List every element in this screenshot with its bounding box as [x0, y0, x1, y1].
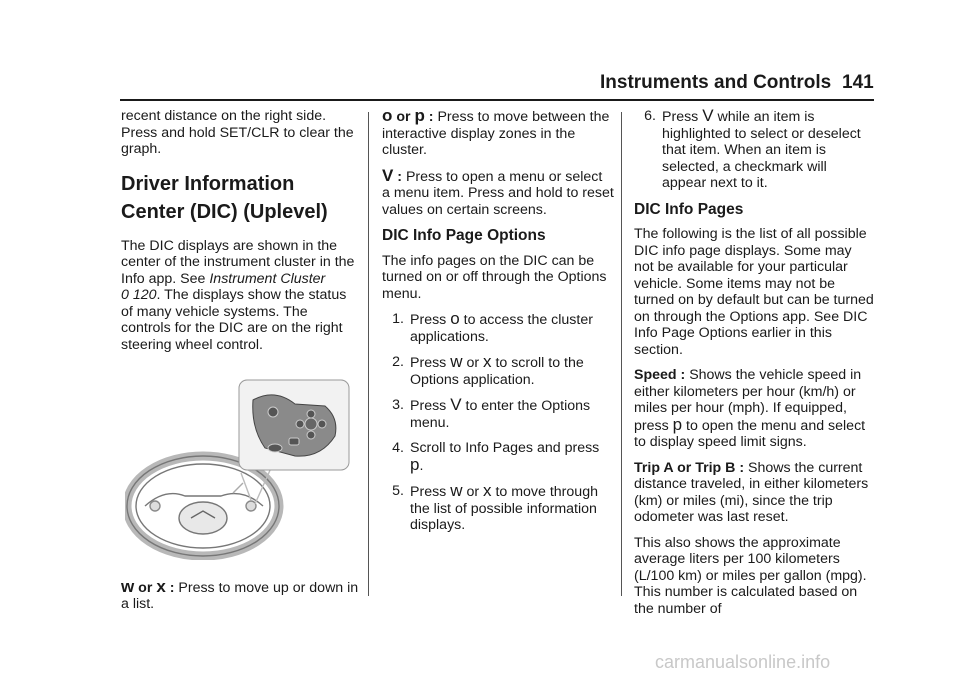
step-number: 4. — [392, 440, 404, 456]
down-arrow-icon: x — [156, 576, 166, 596]
column-2 — [382, 108, 614, 543]
term-label: Trip A or Trip B : — [634, 459, 749, 476]
text: or — [462, 355, 483, 371]
step-item — [382, 397, 614, 431]
text: to enter the Options menu. — [410, 398, 591, 431]
down-arrow-icon: x — [483, 481, 492, 500]
text: Press to move between the interactive display zones in the cluster. — [382, 109, 610, 158]
column-1 — [121, 108, 361, 622]
text: to open the menu and select to display speed limit signs. — [634, 417, 866, 450]
step-number: 2. — [392, 354, 404, 370]
intro-paragraph: recent distance on the right side. Press and hold SET/CLR to clear the graph. — [121, 108, 354, 157]
left-arrow-icon: o — [450, 309, 460, 328]
text: The DIC displays are shown in the center of the instrument cluster in the Info app. See — [121, 237, 355, 287]
up-arrow-icon: w — [121, 576, 135, 596]
checkmark-icon: V — [382, 165, 394, 185]
right-arrow-icon: p — [414, 106, 425, 125]
text: Shows the current distance traveled, in either kilometers (km) or miles (mi), since the trip odometer was last reset. — [634, 459, 869, 525]
text: or — [392, 109, 415, 125]
text: to scroll to the Options application. — [410, 355, 584, 388]
text: : — [424, 109, 438, 125]
checkmark-icon: V — [450, 395, 462, 414]
step-number: 5. — [392, 483, 404, 499]
options-intro: The info pages on the DIC can be turned on or off through the Options menu. — [382, 252, 607, 302]
step-number: 1. — [392, 311, 404, 327]
column-divider-2 — [621, 112, 622, 596]
column-divider-1 — [368, 112, 369, 596]
step-number: 6. — [644, 108, 656, 124]
up-arrow-icon: w — [450, 352, 463, 371]
subsection-heading: DIC Info Page Options — [382, 227, 546, 244]
dic-description — [121, 238, 361, 354]
speed-description — [634, 367, 874, 451]
header-rule — [120, 99, 874, 101]
steering-wheel-illustration — [125, 378, 353, 560]
trip-description — [634, 460, 874, 526]
text: Press to open a menu or select a menu item. Press and hold to reset values on certain screens. — [382, 168, 614, 218]
text: Press — [662, 109, 703, 125]
text: Press — [410, 355, 451, 371]
text: or — [134, 579, 157, 596]
subsection-heading: DIC Info Pages — [634, 200, 744, 218]
page-reference[interactable]: 0 120 — [121, 287, 157, 303]
right-arrow-icon: p — [410, 454, 420, 474]
step-item — [382, 354, 614, 388]
up-arrow-icon: w — [450, 481, 463, 500]
page-number: 141 — [842, 72, 874, 93]
text: or — [462, 484, 483, 500]
right-arrow-icon: p — [672, 414, 683, 434]
text: : — [165, 579, 179, 596]
checkmark-icon: V — [702, 106, 714, 125]
section-heading: Driver Information Center (DIC) (Uplevel) — [121, 172, 328, 223]
text: . The displays show the status of many vehicle systems. The controls for the DIC are on the right steering wheel control. — [121, 287, 347, 353]
info-pages-intro: The following is the list of all possible DIC info page displays. Some may not be available for your particular vehicle. Some items may not be turned on by default but can be turned on through the Options app. See DIC Info Page Options earlier in this section. — [634, 226, 874, 358]
step-number: 3. — [392, 397, 404, 413]
watermark: carmanualsonline.info — [655, 652, 831, 672]
step-item — [382, 483, 614, 534]
down-arrow-icon: x — [483, 352, 492, 371]
term-label: Speed : — [634, 367, 690, 383]
text: to move through the list of possible information displays. — [410, 484, 598, 533]
text: to access the cluster applications. — [410, 312, 593, 345]
up-down-control-description — [121, 576, 361, 613]
text: while an item is highlighted to select or deselect that item. When an item is selected, a checkmark will appear next to it. — [662, 109, 861, 191]
text: Press — [410, 398, 451, 414]
text: : — [393, 168, 406, 185]
page-header-title: Instruments and Controls — [600, 72, 832, 93]
cross-reference-link[interactable]: Instrument Cluster — [209, 270, 326, 287]
step-item — [382, 311, 614, 345]
text: . — [419, 457, 424, 474]
fuel-economy-description: This also shows the approximate average liters per 100 kilometers (L/100 km) or miles per gallon (mpg). This number is calculated based on the number of — [634, 534, 867, 617]
text: Scroll to Info Pages and press — [410, 440, 600, 456]
text: Press — [410, 484, 451, 500]
text: Shows the vehicle speed in either kilometers per hour (km/h) or miles per hour (mph). If equipped, press — [634, 367, 862, 434]
column-3 — [634, 108, 874, 626]
left-arrow-icon: o — [382, 106, 393, 125]
select-control-description — [382, 165, 614, 219]
step-item — [634, 108, 874, 192]
text: Press — [410, 312, 451, 328]
left-right-control-description — [382, 108, 614, 159]
text: Press to move up or down in a list. — [121, 579, 359, 612]
step-item — [382, 440, 614, 474]
